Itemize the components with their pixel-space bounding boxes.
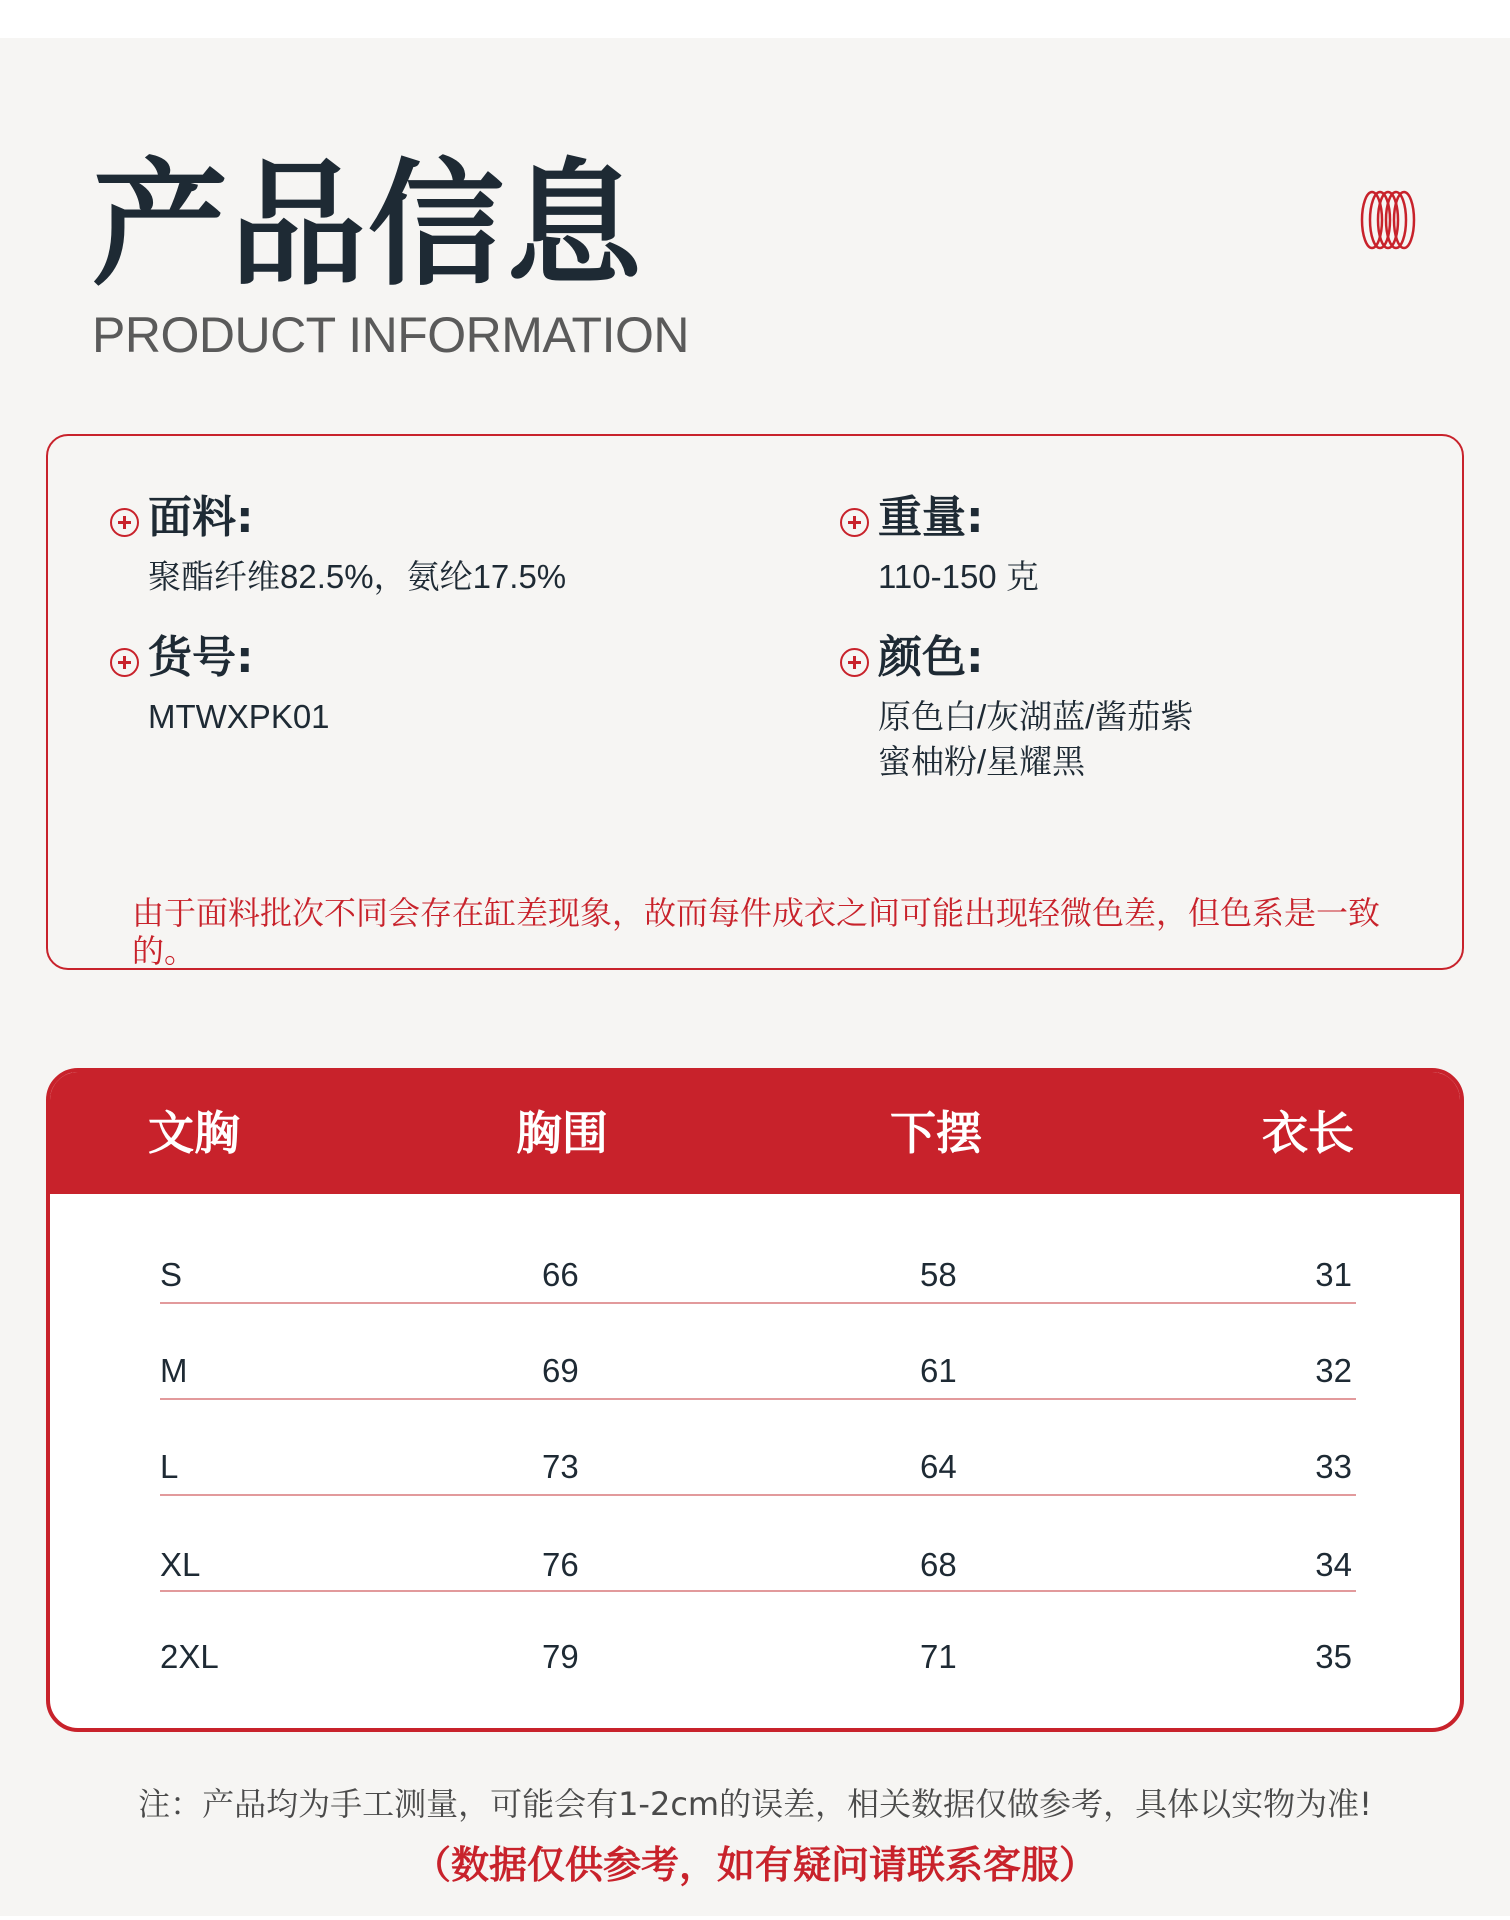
row-divider [160, 1590, 1356, 1592]
table-row [50, 1610, 1460, 1706]
table-cell: 71 [920, 1638, 957, 1675]
item-number-value: MTWXPK01 [148, 698, 330, 735]
weight-label: 重量: [878, 492, 984, 543]
table-row [50, 1228, 1460, 1324]
product-info-card [46, 434, 1464, 970]
column-header: 文胸 [148, 1106, 240, 1160]
table-cell: 34 [1315, 1546, 1352, 1583]
plus-circle-icon [110, 508, 139, 537]
table-header [50, 1072, 1460, 1194]
color-value [878, 694, 1193, 784]
fabric-info [110, 492, 567, 599]
table-cell: XL [160, 1546, 201, 1583]
color-info [840, 632, 1194, 784]
table-cell: 73 [542, 1448, 579, 1485]
color-value-line: 原色白/灰湖蓝/酱茄紫 [878, 698, 1194, 735]
item-number-info [110, 632, 330, 739]
reference-note: （数据仅供参考，如有疑问请联系客服） [412, 1843, 1097, 1887]
color-label: 颜色: [878, 632, 984, 683]
plus-circle-icon [840, 648, 869, 677]
table-cell: S [160, 1256, 183, 1293]
measurement-note: 注：产品均为手工测量，可能会有1-2cm的误差，相关数据仅做参考，具体以实物为准! [138, 1785, 1372, 1823]
column-header: 胸围 [516, 1106, 608, 1160]
table-cell: 79 [542, 1638, 579, 1675]
table-cell: 68 [920, 1546, 957, 1583]
table-cell: 61 [920, 1352, 957, 1389]
fabric-label: 面料: [148, 492, 254, 543]
table-cell: 64 [920, 1448, 957, 1485]
page-subtitle: PRODUCT INFORMATION [92, 307, 689, 363]
column-header: 衣长 [1262, 1106, 1354, 1160]
page-background [0, 38, 1510, 1916]
weight-info [840, 492, 1039, 599]
table-cell: 69 [542, 1352, 579, 1389]
table-cell: 35 [1315, 1638, 1352, 1675]
plus-circle-icon [840, 508, 869, 537]
red-rings-icon [1358, 188, 1418, 252]
row-divider [160, 1398, 1356, 1400]
row-divider [160, 1494, 1356, 1496]
table-cell: 2XL [160, 1638, 219, 1675]
table-row [50, 1420, 1460, 1516]
table-row [50, 1324, 1460, 1420]
table-cell: 58 [920, 1256, 957, 1293]
table-cell: 76 [542, 1546, 579, 1583]
weight-value: 110-150 克 [878, 558, 1039, 595]
column-header: 下摆 [890, 1106, 982, 1160]
table-cell: L [160, 1448, 179, 1485]
table-cell: M [160, 1352, 188, 1389]
plus-circle-icon [110, 648, 139, 677]
table-cell: 32 [1315, 1352, 1352, 1389]
page-title: 产品信息 [92, 147, 644, 305]
table-cell: 66 [542, 1256, 579, 1293]
fabric-value: 聚酯纤维82.5%，氨纶17.5% [148, 558, 567, 595]
size-table [46, 1068, 1464, 1732]
table-cell: 31 [1315, 1256, 1352, 1293]
color-value-line: 蜜柚粉/星耀黑 [878, 743, 1086, 780]
table-cell: 33 [1315, 1448, 1352, 1485]
table-row [50, 1518, 1460, 1614]
item-number-label: 货号: [148, 632, 254, 683]
color-difference-note: 由于面料批次不同会存在缸差现象，故而每件成衣之间可能出现轻微色差，但色系是一致的。 [132, 894, 1381, 970]
row-divider [160, 1302, 1356, 1304]
